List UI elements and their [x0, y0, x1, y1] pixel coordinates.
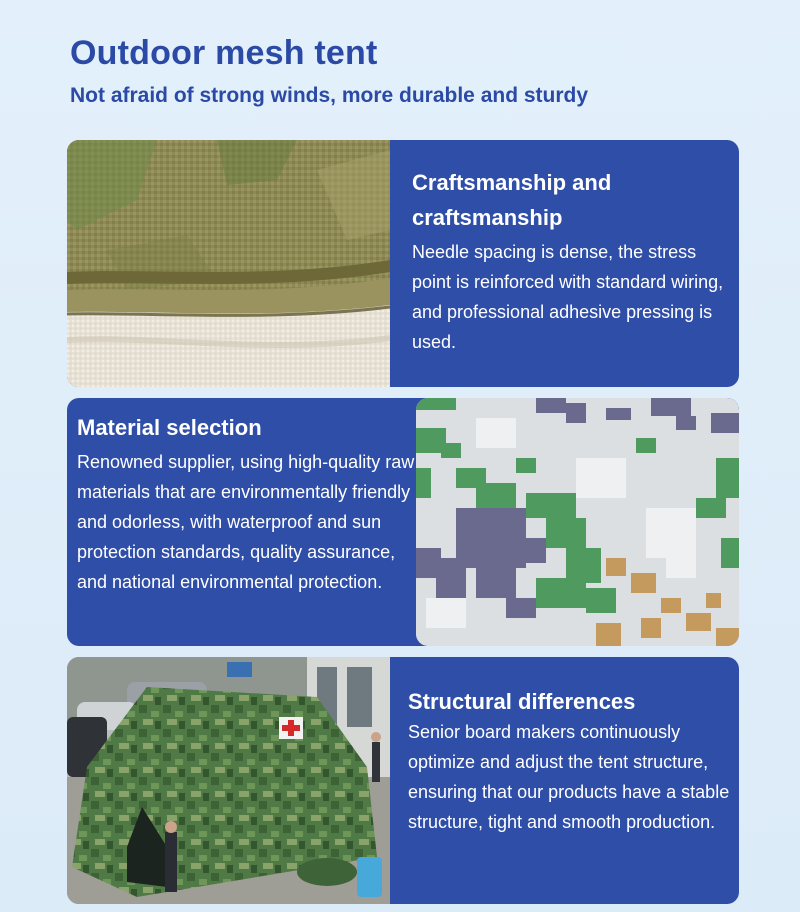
section-body: Senior board makers continuously optimize and adjust the tent structure, ensuring that our products have a stable structure, tight and smooth production. — [408, 722, 730, 832]
section-heading: Craftsmanship and craftsmanship — [412, 170, 612, 230]
section-heading: Material selection — [77, 415, 262, 440]
section-heading: Structural differences — [408, 689, 636, 714]
page-subtitle: Not afraid of strong winds, more durable and sturdy — [70, 84, 589, 107]
feature-card-material — [67, 398, 739, 646]
camo-tent-photo — [67, 657, 390, 904]
page-title: Outdoor mesh tent — [70, 34, 378, 72]
feature-card-craftsmanship — [67, 140, 739, 387]
feature-card-structure — [67, 657, 739, 904]
section-body: Needle spacing is dense, the stress point is reinforced with standard wiring, and professional adhesive pressing is used. — [412, 242, 724, 352]
digital-camo-fabric-photo — [416, 398, 739, 646]
section-body: Renowned supplier, using high-quality raw materials that are environmentally friendly and odorless, with waterproof and sun protection standards, quality assurance, and national environmental protection. — [77, 452, 415, 592]
fabric-seam-photo — [67, 140, 390, 387]
